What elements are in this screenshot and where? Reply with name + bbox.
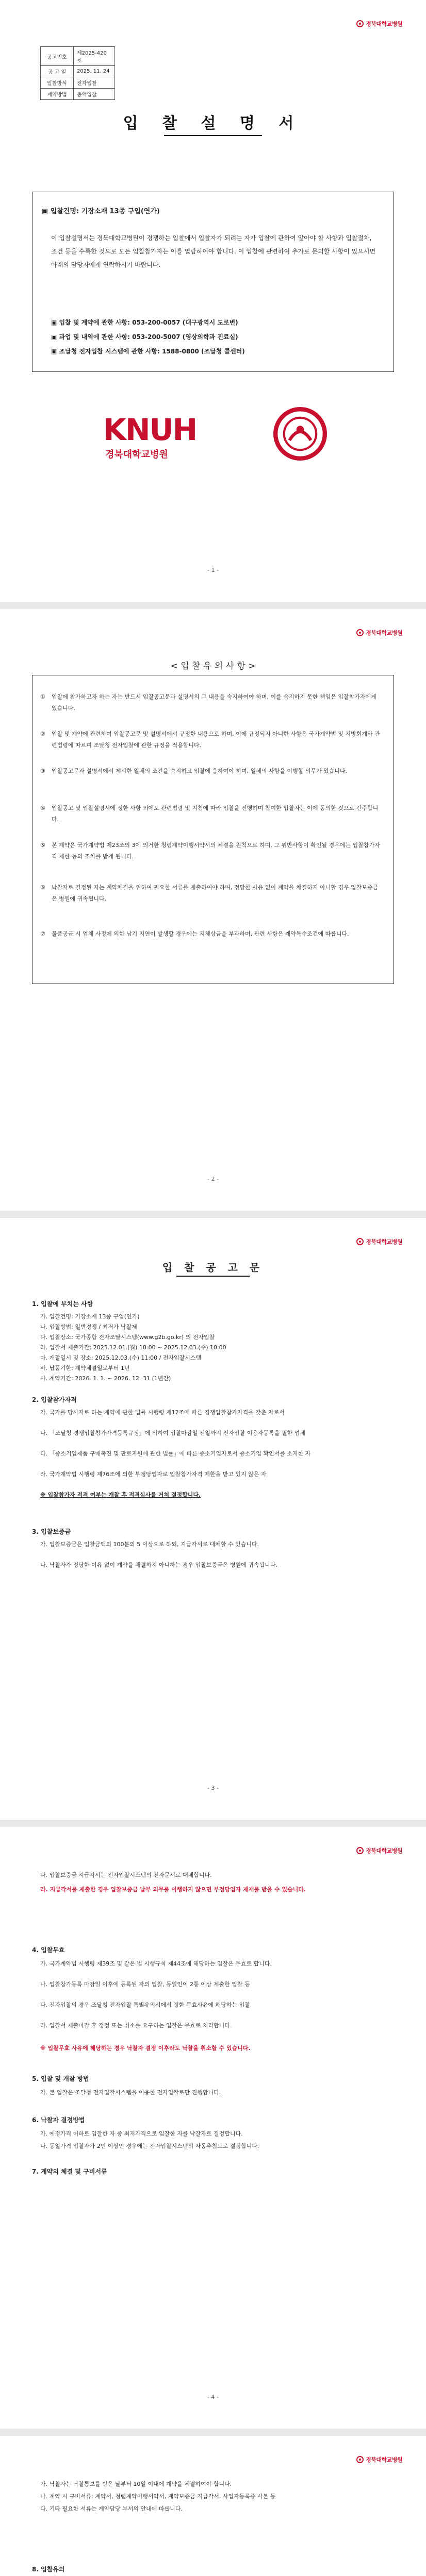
hospital-emblem-icon [356, 1238, 364, 1245]
page-number: - 1 - [207, 567, 219, 573]
header-logo: 경북대학교병원 [356, 2455, 402, 2464]
page-5: 경북대학교병원 가. 낙찰자는 낙찰통보를 받은 날부터 10일 이내에 계약을 체결하여야 합니다. 나. 계약 시 구비서류: 계약서, 청렴계약이행서약서, 계약보증금 지급각서, 사업자등록증 사본 등 다. 기타 필요한 서류는 계약담당 부서의 안내에 따릅니다. 8. 입찰유의 [0, 2436, 426, 2576]
title-underline [176, 1276, 250, 1277]
contact-line: ▣ 조달청 전자입찰 시스템에 관한 사항: 1588-0800 (조달청 콜센터) [51, 348, 245, 355]
notice-title: 입 찰 공 고 문 [162, 1261, 264, 1274]
page-3: 경북대학교병원 입 찰 공 고 문 1. 입찰에 부치는 사항 가. 입찰건명: 기장소재 13종 구입(연가) 나. 입찰방법: 일반경쟁 / 최저가 낙찰제 다. 입찰장소: 국가종합 전자조달시스템(www.g2b.go.kr) 의 전자입찰 라. 입찰서 제출기간: 2025.12.01.(월) 10:00 ~ 2025.12.03.(수) 10:00 마. 개찰일시 및 장소: 2025.12.03.(수) 11:00 / 전자입찰시스템 바. 납품기한: 계약체결일로부터 1년 사. 계약기간: 2026. 1. 1. ~ 2026. 12. 31.(1년간) 2. 입찰참가자격 가. 국가를 당사자로 하는 계약에 관한 법률 시행령 제12조에 따른 경쟁입찰참가자격을 갖춘 자로서 나. 「조달청 경쟁입찰참가자격등록규정」에 의하여 입찰마감일 전일까지 전자입찰 이용자등록을 필한 업체 다. 「중소기업제품 구매촉진 및 판로지원에 관한 법률」에 따른 중소기업자로서 중소기업 확인서를 소지한 자 라. 국가계약법 시행령 제76조에 의한 부정당업자로 입찰참가자격 제한을 받고 있지 않은 자 ※ 입찰참가자 적격 여부는 개찰 후 적격심사를 거쳐 결정합니다. 3. 입찰보증금 가. 입찰보증금은 입찰금액의 100분의 5 이상으로 하되, 지급각서로 대체할 수 있습니다. 나. 낙찰자가 정당한 이유 없이 계약을 체결하지 아니하는 경우 입찰보증금은 병원에 귀속됩니다. - 3 - [0, 1218, 426, 1820]
section-heading: 4. 입찰무효 [32, 1946, 65, 1954]
knuh-logo: KNUH 경북대학교병원 [103, 407, 325, 464]
section-heading: 5. 입찰 및 개찰 방법 [32, 2075, 89, 2082]
notice-info-table: 공고번호 제2025-420호 공 고 일 2025. 11. 24 입찰방식 전자입찰 계약방법 총액입찰 [40, 46, 115, 100]
page-4: 경북대학교병원 다. 입찰보증금 지급각서는 전자입찰시스템의 전자문서로 대체합니다. 라. 지급각서를 제출한 경우 입찰보증금 납부 의무를 이행하지 않으면 부정당업자 제재를 받을 수 있습니다. 4. 입찰무효 가. 국가계약법 시행령 제39조 및 같은 법 시행규칙 제44조에 해당하는 입찰은 무효로 합니다. 나. 입찰참가등록 마감일 이후에 등록된 자의 입찰, 동일인이 2통 이상 제출한 입찰 등 다. 전자입찰의 경우 조달청 전자입찰 특별유의서에서 정한 무효사유에 해당하는 입찰 라. 입찰서 제출마감 후 정정 또는 취소를 요구하는 입찰은 무효로 처리합니다. ※ 입찰무효 사유에 해당하는 경우 낙찰자 결정 이후라도 낙찰을 취소할 수 있습니다. 5. 입찰 및 개찰 방법 가. 본 입찰은 조달청 전자입찰시스템을 이용한 전자입찰로만 진행합니다. 6. 낙찰자 결정방법 가. 예정가격 이하로 입찰한 자 중 최저가격으로 입찰한 자를 낙찰자로 결정합니다. 나. 동일가격 입찰자가 2인 이상인 경우에는 전자입찰시스템의 자동추첨으로 결정합니다. 7. 계약의 체결 및 구비서류 - 4 - [0, 1827, 426, 2429]
header-logo: 경북대학교병원 [356, 20, 402, 28]
notice-emphasis: ※ 입찰무효 사유에 해당하는 경우 낙찰자 결정 이후라도 낙찰을 취소할 수 있습니다. [40, 2045, 251, 2052]
header-logo: 경북대학교병원 [356, 1846, 402, 1855]
page-number: - 2 - [207, 1176, 219, 1182]
page-separator [0, 602, 426, 609]
section-heading: 1. 입찰에 부치는 사항 [32, 1300, 93, 1308]
caution-title: < 입 찰 유 의 사 항 > [170, 661, 256, 671]
contact-line: ▣ 입찰 및 계약에 관한 사항: 053-200-0057 (대구광역시 도로변) [51, 319, 238, 326]
intro-paragraph: 이 입찰설명서는 경북대학교병원이 경쟁하는 입찰에서 입찰자가 되려는 자가 입찰에 관하여 알아야 할 사항과 입찰절차, 조건 등을 수록한 것으로 모든 입찰참가자는 이를 열람하여야 합니다. 이 입찰에 관련하여 추가로 문의할 사항이 있으시면 아래의 담당자에게 연락하시기 바랍니다. [51, 234, 376, 268]
hospital-emblem-icon [356, 629, 364, 636]
page-number: - 4 - [207, 2394, 219, 2400]
notice-emphasis: ※ 입찰참가자 적격 여부는 개찰 후 적격심사를 거쳐 결정합니다. [40, 1492, 201, 1498]
section-heading: 6. 낙찰자 결정방법 [32, 2116, 85, 2124]
bid-subject: ▣ 입찰건명: 기장소재 13종 구입(연가) [42, 208, 160, 215]
header-logo: 경북대학교병원 [356, 629, 402, 637]
section-heading: 7. 계약의 체결 및 구비서류 [32, 2168, 107, 2175]
page-1 [0, 0, 426, 602]
page-separator [0, 1211, 426, 1218]
page-separator [0, 2429, 426, 2436]
contact-line: ▣ 과업 및 내역에 관한 사항: 053-200-5007 (영상의학과 진료실) [51, 333, 238, 341]
document-title: 입 찰 설 명 서 [123, 114, 303, 132]
page-2: 경북대학교병원 < 입 찰 유 의 사 항 > ① 입찰에 참가하고자 하는 자는 반드시 입찰공고문과 설명서의 그 내용을 숙지하여야 하며, 이를 숙지하지 못한 책임은 입찰참가자에게 있습니다. ② 입찰 및 계약에 관련하여 입찰공고문 및 설명서에서 규정한 내용으로 하며, 이에 규정되지 아니한 사항은 국가계약법 및 지방회계와 관련법령에 따르며 조달청 전자입찰에 관한 규정을 적용합니다. ③ 입찰공고문과 설명서에서 제시한 일체의 조건을 숙지하고 입찰에 응하여야 하며, 일체의 사항을 이행할 의무가 있습니다. ④ 입찰공고 및 입찰설명서에 정한 사항 외에도 관련법령 및 지침에 따라 입찰을 진행하며 참여한 입찰자는 이에 동의한 것으로 간주합니다. ⑤ 본 계약은 국가계약법 제23조의 3에 의거한 청렴계약이행서약서의 체결을 원칙으로 하며, 그 위반사항이 확인될 경우에는 입찰참가자격 제한 등의 조치를 받게 됩니다. ⑥ 낙찰자로 결정된 자는 계약체결을 위하여 필요한 서류를 제출하여야 하며, 정당한 사유 없이 계약을 체결하지 아니할 경우 입찰보증금은 병원에 귀속됩니다. ⑦ 물품공급 시 업체 사정에 의한 납기 지연이 발생할 경우에는 지체상금을 부과하며, 관련 사항은 계약특수조건에 따릅니다. - 2 - [0, 609, 426, 1211]
hospital-emblem-icon [273, 407, 327, 461]
page-number: - 3 - [207, 1785, 219, 1791]
section-heading: 3. 입찰보증금 [32, 1528, 71, 1535]
section-heading: 8. 입찰유의 [32, 2566, 65, 2573]
header-logo: 경북대학교병원 [356, 1238, 402, 1246]
hospital-emblem-icon [356, 2456, 364, 2463]
title-underline [164, 135, 262, 136]
bid-summary-box [32, 192, 394, 372]
hospital-emblem-icon [356, 20, 364, 27]
page-separator [0, 1820, 426, 1827]
hospital-emblem-icon [356, 1847, 364, 1854]
section-heading: 2. 입찰참가자격 [32, 1396, 77, 1403]
